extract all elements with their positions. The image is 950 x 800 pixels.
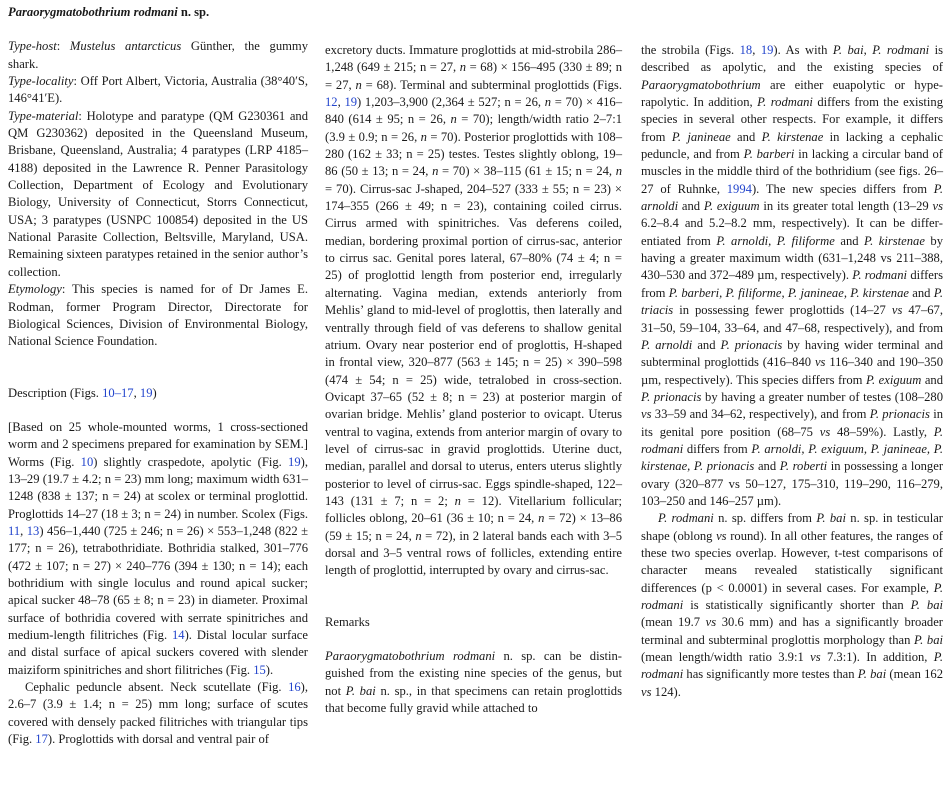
heading-text: Description (Figs. bbox=[8, 385, 103, 400]
figure-link[interactable]: 12 bbox=[325, 95, 338, 110]
species-name: P. exiguum bbox=[703, 199, 760, 214]
body-text: differs from bbox=[683, 441, 752, 456]
body-text: in possessing a longer ovary (320–877 vs 50–127, 175–310, 119–290, 116–279, 103–250 and 146–257 µm). bbox=[641, 459, 944, 508]
body-text: (mean 162 bbox=[886, 667, 943, 682]
body-text: ), 13–29 (19.7 ± 4.2; n = 23) mm long; maximum width 631–1248 (838 ± 137; n = 24) at scolex or terminal proglottid. Proglottids 14–27 (18 ± 3; n = 24) in number. Scolex (Figs. bbox=[8, 454, 308, 521]
body-text: and bbox=[730, 129, 762, 144]
species-name: P. roberti bbox=[779, 459, 828, 474]
vs-italic: vs bbox=[705, 615, 717, 630]
species-name: P. prionacis bbox=[641, 389, 702, 404]
species-name: P. bai bbox=[832, 43, 864, 57]
italic-n: n bbox=[615, 164, 623, 179]
body-text: , bbox=[337, 95, 345, 110]
type-host-species: Mustelus antarcticus bbox=[69, 39, 182, 54]
species-name: P. rodmani bbox=[872, 43, 930, 57]
species-title bbox=[8, 4, 308, 21]
body-text: 33–59 and 34–62, respectively), and from bbox=[651, 407, 870, 422]
italic-n: n bbox=[420, 129, 427, 144]
body-text: 48–59%). Lastly, bbox=[830, 424, 934, 439]
species-name: P. arnoldi, P. filiforme bbox=[716, 233, 835, 248]
body-text: ). bbox=[265, 662, 274, 677]
vs-italic: vs bbox=[891, 303, 903, 318]
species-name: P. rodmani bbox=[641, 424, 943, 456]
body-text: Cephalic peduncle absent. Neck scutellate (Fig. bbox=[25, 680, 289, 695]
italic-n: n bbox=[415, 528, 422, 543]
vs-italic: vs bbox=[819, 424, 831, 439]
species-name: P. rodmani bbox=[641, 580, 943, 612]
vs-italic: vs bbox=[932, 199, 943, 214]
etymology-text: : This species is named for of Dr James E. Rodman, former Program Director, Directorate for Biological Sciences, Division of Environmental Biology, National Science Foundation. bbox=[8, 282, 308, 349]
remarks-paragraph-2 bbox=[641, 510, 943, 701]
body-text: n. sp., in that specimens can retain proglottids that become fully gravid while attached to bbox=[325, 683, 622, 716]
column-middle bbox=[325, 42, 622, 717]
figure-link[interactable]: 15 bbox=[253, 662, 266, 677]
description-paragraph-1 bbox=[8, 419, 308, 679]
body-text: by having wider terminal and subterminal proglottids (416–840 bbox=[641, 337, 943, 370]
body-text: in its genital pore position (68–75 bbox=[641, 407, 943, 439]
body-text: = 70). Cirrus-sac J-shaped, 204–527 (333 ± 55; n = 23) × 174–355 (266 ± 49; n = 23), containing coiled cirrus. Cirrus armed with spinitriches. Vas deferens coiled, median, bordering proximal portion of cirrus-sac, anterior to cirrus sac. Genital pores lateral, 67–80% (74 ± 4; n = 25) of proglottid length from posterior end, irregularly alternating. Vagina median, extends anteriorly from Mehlis’ gland to mid-level of proglottis, then laterally and ventrally through field of vas deferens to shallow genital atrium. Ovary near posterior end of proglottis, H-shaped in frontal view, 320–877 (563 ± 145; n = 25) × 390–598 (474 ± 54; n = 25) wide, tetralobed in cross-section. Ovicapt 37–65 (52 ± 8; n = 23) at posterior margin of ovarian bridge. Mehlis’ gland posterior to ovicapt. Uterus ventral to vagina, extends from anterior margin of ovary to level of cirrus-sac in gravid proglottids. Uterine duct, median, parallel and dorsal to uterus, enters uterus slightly posterior to level of cirrus-sac. Eggs spindle-shaped, 122–143 (131 ± 7; n = 2; bbox=[325, 181, 622, 508]
body-text: = 70); length/width ratio 2–7:1 (3.9 ± 0.9; n = 26, bbox=[325, 112, 622, 144]
body-text: , bbox=[20, 523, 27, 538]
body-text: in lacking a cephalic peduncle, and from bbox=[641, 129, 944, 162]
body-text: = 70) × 416–840 (614 ± 95; n = 26, bbox=[325, 95, 622, 127]
body-text: = 70) × 38–115 (61 ± 15; n = 24, bbox=[438, 164, 616, 179]
body-text: ). As with bbox=[773, 43, 833, 57]
figure-link[interactable]: 10–17 bbox=[102, 385, 134, 400]
species-name: P. arnoldi bbox=[641, 337, 693, 352]
etymology-label: Etymology bbox=[8, 282, 62, 297]
type-locality-text: : Off Port Albert, Victoria, Australia (38°40′S, 146°41′E). bbox=[8, 74, 308, 106]
column-left bbox=[8, 4, 308, 748]
heading-sep: , bbox=[133, 385, 140, 400]
body-text: , bbox=[863, 43, 873, 57]
type-locality-label: Type-locality bbox=[8, 74, 74, 89]
body-text: is described as apolytic, and the existing species of bbox=[641, 43, 944, 75]
body-text: = 72) × 13–86 (59 ± 15; n = 24, bbox=[325, 511, 623, 543]
remarks-paragraph-1-start bbox=[325, 648, 622, 717]
figure-link[interactable]: 13 bbox=[26, 523, 40, 538]
figure-link[interactable]: 19 bbox=[760, 43, 774, 57]
body-text: 7.3:1). In addition, bbox=[820, 650, 934, 665]
figure-link[interactable]: 14 bbox=[172, 628, 185, 642]
type-host-label: Type-host bbox=[8, 39, 57, 54]
species-name: P. bai bbox=[816, 511, 846, 526]
species-name: P. arnoldi bbox=[641, 181, 943, 214]
body-text: round). In all other features, the ranges of these two species overlap. However, t-test comparisons of character means revealed statistically significant differences (p < 0.0001) in several cases. For example, bbox=[641, 528, 943, 595]
body-text: the strobila (Figs. bbox=[641, 43, 740, 57]
vs-italic: vs bbox=[814, 355, 826, 370]
body-text: 116–340 and 190–350 µm, respectively). This species differs from bbox=[641, 355, 943, 387]
species-name: P. bai bbox=[857, 667, 887, 682]
figure-link[interactable]: 19 bbox=[344, 95, 358, 110]
species-name: P. bai bbox=[914, 632, 943, 647]
body-text: excretory ducts. Immature proglottids at mid-strobila 286–1,248 (649 ± 215; n = 27, bbox=[325, 43, 622, 75]
figure-link[interactable]: 18 bbox=[739, 43, 753, 57]
type-material-text: : Holotype and paratype (QM G230361 and QM G230362) deposited in the Queensland Museum, Brisbane, Queensland, Australia; 4 paratypes (LRP 4185–4188) deposited in the Lawrence R. Penner Parasitology Collection, Department of Ecology and Evolutionary Biology, University of Connecticut, Storrs Connecticut, USA; 3 paratypes (USNPC 100854) deposited in the US National Parasite Collection, Beltsville, Maryland, USA. Remaining sixteen paratypes retained in the senior author’s collection. bbox=[8, 108, 308, 279]
italic-n: n bbox=[450, 112, 457, 127]
species-name: P. bai bbox=[910, 598, 943, 612]
species-name: P. janineae bbox=[671, 129, 731, 144]
species-name: P. rodmani bbox=[641, 650, 944, 682]
body-text: = 70). Posterior proglottids with 108–280 (162 ± 33; n = 25) testes. Testes slightly oblong, 19–86 (50 ± 13; n = 24, bbox=[325, 129, 623, 179]
species-name: P. kirstenae bbox=[864, 233, 925, 248]
body-text: and bbox=[754, 459, 780, 474]
body-text: has significantly more testes than bbox=[683, 667, 858, 682]
type-host-entry: Type-host: Mustelus antarcticus Günther, the gummy shark. bbox=[8, 39, 309, 71]
body-text: = 12). Vitellarium follicular; follicles oblong, 20–61 (36 ± 10; n = 24, bbox=[325, 493, 622, 526]
body-text: and bbox=[908, 285, 934, 300]
etymology-entry bbox=[8, 281, 308, 350]
body-text: ). Distal locular surface and distal surface of apical suckers covered with slender maiziform spinitriches and short filitriches (Fig. bbox=[8, 628, 308, 677]
species-name: P. arnoldi, P. exiguum, P. janineae, P. kirstenae, P. prionacis bbox=[641, 441, 943, 474]
species-name: P. kirstenae bbox=[761, 129, 824, 144]
species-name: P. bai bbox=[345, 683, 376, 698]
body-text: (mean 19.7 bbox=[641, 615, 706, 630]
body-text: = 68) × 156–495 (330 ± 89; n = 27, bbox=[325, 60, 622, 92]
body-text: n. sp. in testicular shape (oblong bbox=[641, 511, 943, 543]
vs-italic: vs bbox=[716, 528, 727, 543]
species-name: P. rodmani bbox=[852, 268, 908, 283]
type-host-text: Günther, the gummy shark. bbox=[8, 39, 309, 71]
heading-text: ) bbox=[152, 385, 157, 400]
italic-n: n bbox=[459, 60, 467, 75]
body-text: n. sp. differs from bbox=[713, 511, 817, 526]
body-text: ) 1,203–3,900 (2,364 ± 527; n = 26, bbox=[357, 95, 545, 110]
description-heading bbox=[8, 385, 308, 402]
type-material-label: Type-material bbox=[8, 108, 79, 123]
body-text: [Based on 25 whole-mounted worms, 1 cross-sectioned worm and 2 specimens prepared for examination by SEM.] Worms (Fig. bbox=[8, 419, 308, 469]
body-text: and bbox=[692, 337, 721, 352]
figure-link[interactable]: 19 bbox=[139, 385, 153, 400]
body-text: in its greater total length (13–29 bbox=[759, 199, 933, 214]
figure-link[interactable]: 11 bbox=[8, 523, 21, 538]
remarks-paragraph-1-continued bbox=[641, 42, 943, 510]
figure-link[interactable]: 16 bbox=[288, 680, 301, 695]
species-name: P. prionacis bbox=[720, 337, 783, 352]
body-text: differs from the existing species in several other respects. For example, it differs from bbox=[641, 95, 943, 144]
genus-name: Paraorygmatobothrium bbox=[641, 77, 761, 92]
species-name: P. rodmani bbox=[658, 511, 714, 526]
figure-link[interactable]: 19 bbox=[288, 454, 301, 469]
species-name: Paraorygmatobothrium rodmani bbox=[325, 649, 496, 663]
vs-italic: vs bbox=[641, 684, 652, 699]
column-right bbox=[641, 42, 943, 701]
body-text: differs from bbox=[641, 268, 943, 300]
body-text: ) slightly craspedote, apolytic (Fig. bbox=[93, 454, 289, 469]
vs-italic: vs bbox=[641, 407, 652, 422]
italic-n: n bbox=[538, 511, 545, 526]
species-name: P. rodmani bbox=[757, 95, 813, 110]
type-locality-entry bbox=[8, 73, 308, 108]
species-name: Paraorygmatobothrium rodmani bbox=[8, 5, 178, 19]
species-name: P. prionacis bbox=[869, 407, 930, 422]
vs-italic: vs bbox=[810, 650, 821, 665]
figure-link[interactable]: 17 bbox=[35, 732, 48, 747]
body-text: n. sp. can be distinguished from the existing nine species of the genus, but not bbox=[325, 649, 622, 698]
body-text: by having a greater maximum width (631–1,248 vs 211–388, 430–530 and 372–489 µm, respectively). bbox=[641, 233, 943, 283]
species-name: P. triacis bbox=[641, 285, 943, 318]
body-text: ). The new species differs from bbox=[751, 181, 934, 196]
body-text: by having a greater number of testes (108–280 bbox=[701, 389, 943, 404]
body-text: and bbox=[678, 199, 704, 214]
body-text: , bbox=[752, 43, 761, 57]
italic-n: n bbox=[432, 164, 439, 179]
italic-n: n bbox=[355, 77, 362, 92]
body-text: 124). bbox=[651, 684, 681, 699]
body-text: ), 2.6–7 (3.9 ± 1.4; n = 25) mm long; surface of scutes covered with densely packed filitriches with triangular tips (Fig. bbox=[8, 680, 308, 747]
italic-n: n bbox=[544, 95, 552, 110]
body-text: 30.6 mm) and has a significantly broader terminal and subterminal proglottis morphology than bbox=[641, 615, 943, 647]
body-text: ). Proglottids with dorsal and ventral pair of bbox=[47, 732, 269, 747]
type-material-entry bbox=[8, 108, 308, 281]
body-text: 47–67, 31–50, 59–104, 33–64, and 47–68, respectively), and from bbox=[641, 303, 944, 335]
figure-link[interactable]: 10 bbox=[80, 454, 94, 469]
species-name: P. barberi bbox=[743, 147, 795, 162]
body-text: (mean length/width ratio 3.9:1 bbox=[641, 650, 811, 665]
body-text: and bbox=[921, 372, 943, 387]
body-text: = 68). Terminal and subterminal proglottids (Figs. bbox=[361, 77, 622, 92]
body-text: = 72), in 2 lateral bands each with 3–5 dorsal and 3–5 ventral rows of follicles, extending entire length of proglottid, interrupted by ovary and cirrus-sac. bbox=[325, 528, 622, 578]
body-text: and bbox=[834, 233, 865, 248]
body-text: ) 456–1,440 (725 ± 246; n = 26) × 553–1,248 (822 ± 177; n = 26), tetrabothridiate. Bothridia stalked, 301–776 (472 ± 107; n = 27) × 240–776 (394 ± 130; n = 14); each bothridium with single loculus and round apical sucker; apical sucker 48–78 (65 ± 8; n = 23) in diameter. Proximal surface of bothridia covered with serrate spinitriches and medium-length filitriches (Fig. bbox=[8, 523, 309, 642]
description-paragraph-2-continued bbox=[325, 42, 622, 580]
italic-n: n bbox=[454, 493, 461, 508]
species-name: P. barberi, P. filiforme, P. janineae, P. kirstenae bbox=[668, 285, 909, 300]
description-paragraph-2-start bbox=[8, 679, 308, 748]
citation-link[interactable]: 1994 bbox=[726, 181, 752, 196]
remarks-heading: Remarks bbox=[325, 614, 370, 629]
body-text: 6.2–8.4 and 5.2–8.2 mm, respectively). It can be differentiated from bbox=[641, 216, 943, 248]
body-text: are either euapolytic or hyperapolytic. In addition, bbox=[641, 77, 943, 110]
body-text: is statistically significantly shorter than bbox=[683, 598, 911, 612]
new-species-suffix: n. sp. bbox=[177, 5, 210, 19]
species-name: P. exiguum bbox=[865, 372, 922, 387]
body-text: in lacking a circular band of muscles in the middle third of the bothridium (see figs. 26–27 of Ruhnke, bbox=[641, 147, 943, 196]
body-text: in possessing fewer proglottids (14–27 bbox=[673, 303, 892, 318]
